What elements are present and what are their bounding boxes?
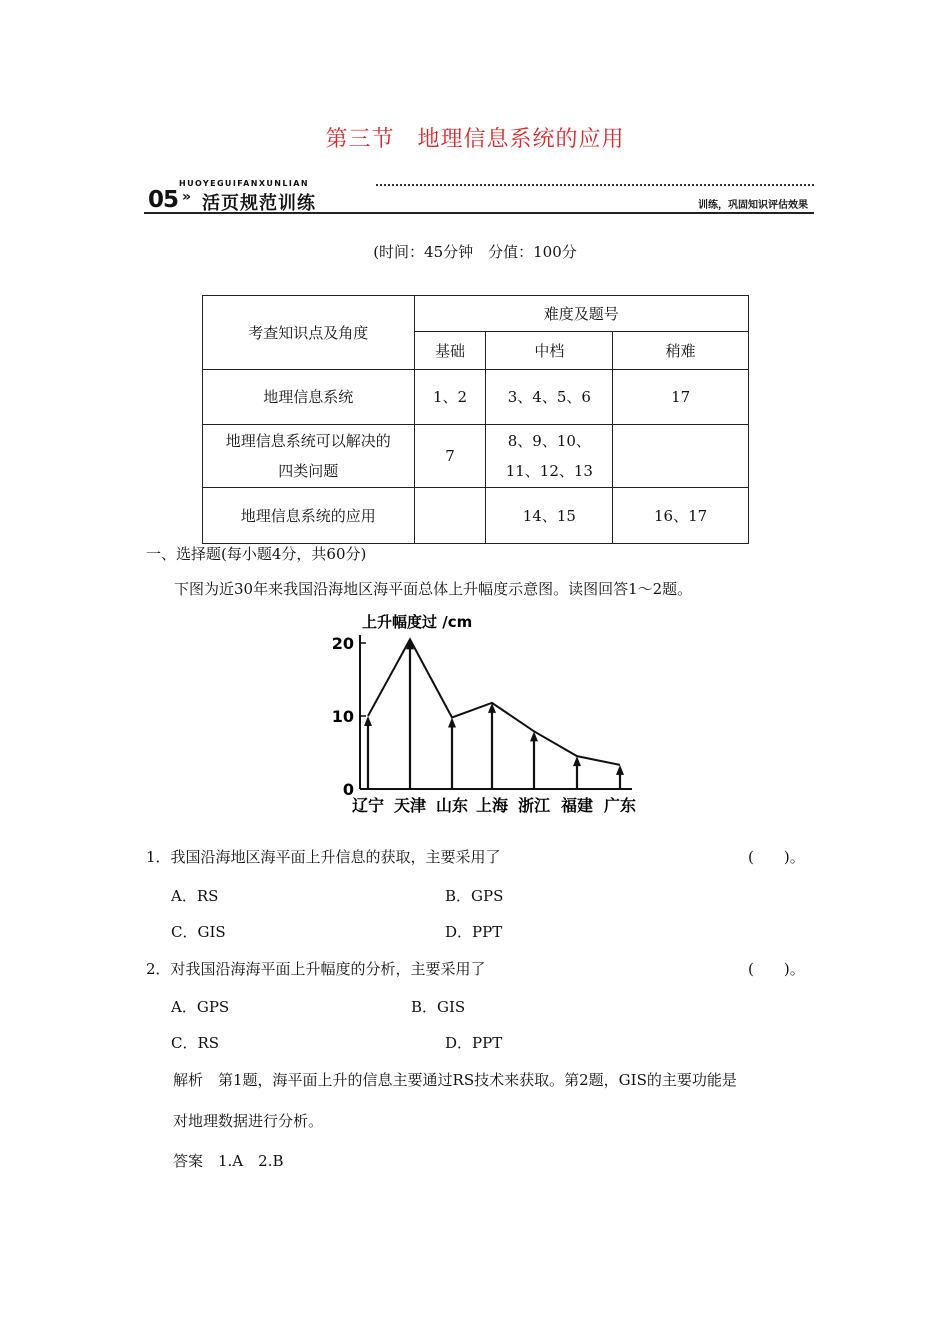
row-topic: 地理信息系统	[203, 370, 415, 425]
row-mid: 8、9、10、 11、12、13	[486, 425, 613, 488]
table-row	[203, 425, 749, 488]
option-b: B．GPS	[445, 887, 504, 905]
question-1-paren: ( )。	[748, 848, 805, 866]
row-topic: 地理信息系统的应用	[203, 488, 415, 544]
question-2-stem: 2．对我国沿海海平面上升幅度的分析，主要采用了	[146, 960, 486, 978]
question-1-stem: 1．我国沿海地区海平面上升信息的获取，主要采用了	[146, 848, 501, 866]
category-label: 福建	[560, 796, 594, 815]
banner-rule	[144, 212, 814, 214]
knowledge-table	[202, 295, 749, 544]
data-arrow	[406, 639, 414, 789]
category-label: 浙江	[517, 796, 551, 815]
row-mid: 3、4、5、6	[486, 370, 613, 425]
data-arrow	[616, 765, 624, 789]
data-arrow	[364, 716, 372, 789]
level-basic: 基础	[414, 332, 486, 370]
answer-line: 答案 1.A 2.B	[173, 1152, 284, 1170]
table-row	[203, 370, 749, 425]
table-row	[203, 488, 749, 544]
category-label: 上海	[475, 796, 509, 815]
banner-dotted-line	[376, 184, 814, 186]
row-hard: 17	[613, 370, 749, 425]
row-basic: 7	[414, 425, 486, 488]
option-d: D．PPT	[445, 1034, 503, 1052]
row-hard	[613, 425, 749, 488]
chevron-icon: »	[182, 189, 192, 205]
question-2-paren: ( )。	[748, 960, 805, 978]
row-hard: 16、17	[613, 488, 749, 544]
option-c: C．GIS	[171, 923, 226, 941]
level-mid: 中档	[486, 332, 613, 370]
category-label: 辽宁	[351, 796, 385, 815]
row-topic: 地理信息系统可以解决的 四类问题	[203, 425, 415, 488]
banner-right-text: 训练，巩固知识评估效果	[698, 200, 808, 211]
header-topic: 考查知识点及角度	[203, 296, 415, 370]
option-b: B．GIS	[411, 998, 466, 1016]
level-hard: 稍难	[613, 332, 749, 370]
data-arrow	[448, 717, 456, 789]
y-tick-label: 10	[331, 707, 354, 726]
option-a: A．GPS	[171, 998, 230, 1016]
header-difficulty: 难度及题号	[414, 296, 748, 332]
category-label: 广东	[603, 796, 637, 815]
y-tick-label: 20	[331, 634, 354, 653]
category-label: 山东	[435, 796, 469, 815]
banner-name: 活页规范训练	[202, 193, 316, 214]
section-heading: 一、选择题(每小题4分，共60分)	[146, 545, 367, 563]
option-d: D．PPT	[445, 923, 503, 941]
page-title: 第三节 地理信息系统的应用	[325, 127, 625, 152]
sea-level-chart	[320, 605, 650, 820]
section-banner	[144, 178, 814, 214]
data-arrow	[573, 756, 581, 789]
option-a: A．RS	[171, 887, 219, 905]
row-basic	[414, 488, 486, 544]
data-arrow	[488, 703, 496, 789]
y-tick-label: 0	[342, 780, 354, 799]
analysis-line-2: 对地理数据进行分析。	[173, 1112, 324, 1130]
banner-number: 05	[148, 187, 179, 213]
banner-pinyin: HUOYEGUIFANXUNLIAN	[179, 179, 309, 188]
option-c: C．RS	[171, 1034, 220, 1052]
chart-intro: 下图为近30年来我国沿海地区海平面总体上升幅度示意图。读图回答1～2题。	[174, 580, 693, 598]
analysis-line-1: 解析 第1题，海平面上升的信息主要通过RS技术来获取。第2题，GIS的主要功能是	[173, 1071, 737, 1089]
chart-title: 上升幅度过 /cm	[362, 613, 473, 631]
row-basic: 1、2	[414, 370, 486, 425]
category-label: 天津	[393, 796, 427, 815]
time-score-line: (时间：45分钟 分值：100分	[373, 243, 577, 261]
row-mid: 14、15	[486, 488, 613, 544]
trend-line	[368, 639, 620, 765]
data-arrow	[530, 731, 538, 789]
